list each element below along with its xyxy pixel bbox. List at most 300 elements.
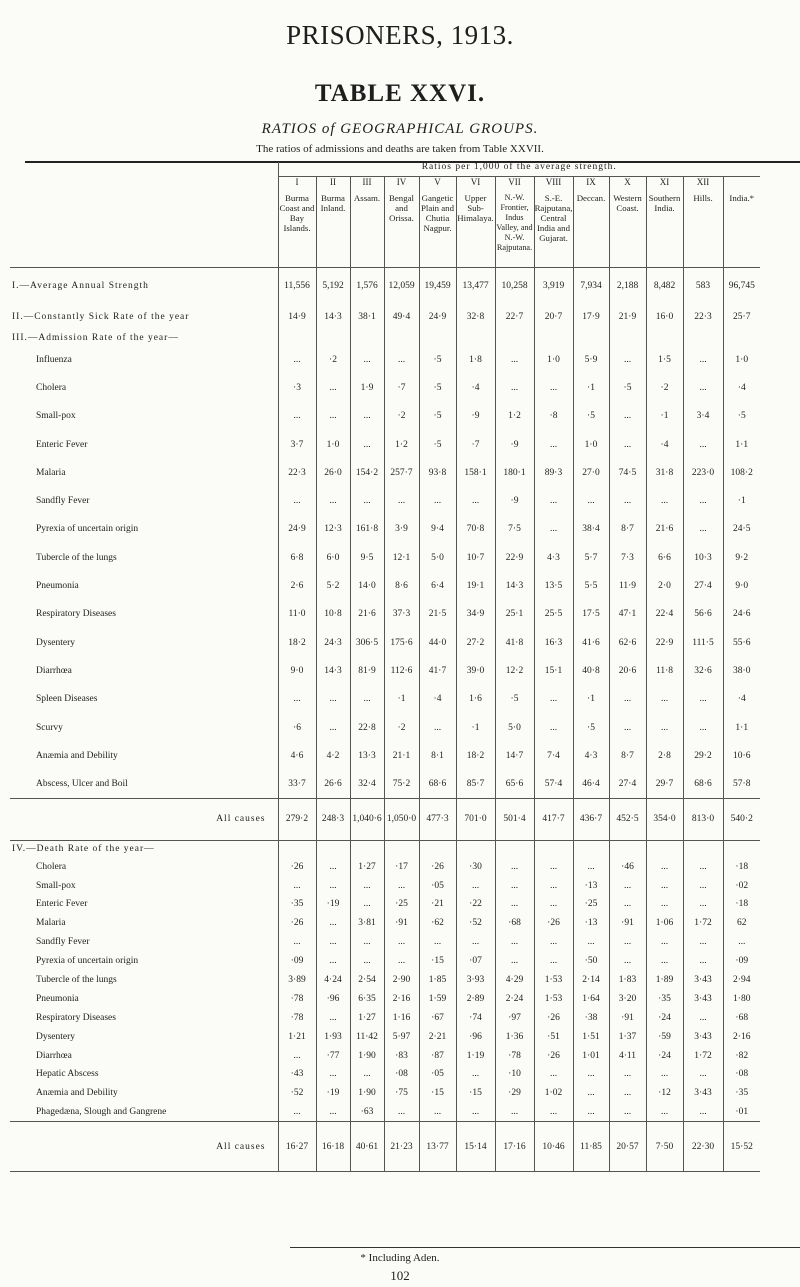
cell-value: ·96 bbox=[316, 989, 350, 1008]
row-label: All causes bbox=[216, 814, 266, 825]
cell-value: 27·4 bbox=[683, 572, 723, 600]
cell-value: ·1 bbox=[456, 713, 495, 741]
cell-value: ... bbox=[384, 952, 419, 971]
cell-value: 1·72 bbox=[683, 914, 723, 933]
cell-value: 417·7 bbox=[534, 798, 573, 840]
empty-cell bbox=[384, 330, 419, 346]
death-all-causes-row bbox=[10, 1122, 760, 1172]
cell-value: 41·7 bbox=[419, 657, 456, 685]
cell-value: 1·5 bbox=[646, 346, 683, 374]
cell-value: ... bbox=[495, 346, 534, 374]
cell-value: ·30 bbox=[456, 857, 495, 876]
row-label: All causes bbox=[216, 1141, 266, 1152]
column-number: VIII bbox=[534, 177, 573, 188]
cell-value: 436·7 bbox=[573, 798, 609, 840]
cell-value: 20·7 bbox=[534, 305, 573, 330]
cell-value: ... bbox=[278, 487, 316, 515]
cell-value: ... bbox=[316, 1008, 350, 1027]
admission-title-row bbox=[10, 330, 760, 346]
cell-value: 22·9 bbox=[495, 544, 534, 572]
admission-row bbox=[10, 572, 760, 600]
cell-value: 75·2 bbox=[384, 770, 419, 798]
cell-value: 3·93 bbox=[456, 971, 495, 990]
cell-value: 27·2 bbox=[456, 628, 495, 656]
cell-value: 10·7 bbox=[456, 544, 495, 572]
cell-value: ... bbox=[316, 857, 350, 876]
cell-value: ... bbox=[534, 952, 573, 971]
cell-value: 1,576 bbox=[350, 268, 384, 305]
cell-value: ·17 bbox=[384, 857, 419, 876]
row-label: Hepatic Abscess bbox=[36, 1069, 99, 1080]
cell-value: ... bbox=[609, 346, 646, 374]
cell-value: 24·3 bbox=[316, 628, 350, 656]
cell-value: ·4 bbox=[723, 685, 760, 713]
cell-value: ... bbox=[350, 487, 384, 515]
cell-value: 257·7 bbox=[384, 459, 419, 487]
cell-value: ... bbox=[495, 374, 534, 402]
cell-value: 1·89 bbox=[646, 971, 683, 990]
source-note: The ratios of admissions and deaths are taken from Table XXVII. bbox=[256, 143, 544, 155]
empty-cell bbox=[723, 330, 760, 346]
cell-value: ... bbox=[316, 374, 350, 402]
cell-value: ·22 bbox=[456, 895, 495, 914]
cell-value: 354·0 bbox=[646, 798, 683, 840]
cell-value: ... bbox=[384, 876, 419, 895]
cell-value: 3·43 bbox=[683, 1027, 723, 1046]
cell-value: 5·0 bbox=[495, 713, 534, 741]
cell-value: ... bbox=[384, 933, 419, 952]
cell-value: 7·3 bbox=[609, 544, 646, 572]
cell-value: 452·5 bbox=[609, 798, 646, 840]
cell-value: 2·21 bbox=[419, 1027, 456, 1046]
cell-value: 41·6 bbox=[573, 628, 609, 656]
cell-value: ·24 bbox=[646, 1008, 683, 1027]
empty-cell bbox=[316, 840, 350, 857]
cell-value: ... bbox=[683, 952, 723, 971]
death-row bbox=[10, 1084, 760, 1103]
cell-value: ... bbox=[573, 857, 609, 876]
column-header bbox=[419, 187, 456, 268]
cell-value: 4·2 bbox=[316, 742, 350, 770]
column-header bbox=[384, 187, 419, 268]
cell-value: 11·85 bbox=[573, 1122, 609, 1172]
cell-value: ·5 bbox=[495, 685, 534, 713]
cell-value: ·63 bbox=[350, 1103, 384, 1122]
cell-value: 6·4 bbox=[419, 572, 456, 600]
cell-value: 41·8 bbox=[495, 628, 534, 656]
cell-value: ·07 bbox=[456, 952, 495, 971]
cell-value: 12,059 bbox=[384, 268, 419, 305]
cell-value: ·5 bbox=[573, 402, 609, 430]
cell-value: ... bbox=[683, 876, 723, 895]
cell-value: ... bbox=[683, 374, 723, 402]
cell-value: 9·2 bbox=[723, 544, 760, 572]
cell-value: ... bbox=[723, 933, 760, 952]
cell-value: ·26 bbox=[278, 857, 316, 876]
cell-value: 55·6 bbox=[723, 628, 760, 656]
admission-row bbox=[10, 742, 760, 770]
cell-value: 1·0 bbox=[723, 346, 760, 374]
empty-cell bbox=[419, 840, 456, 857]
cell-value: 33·7 bbox=[278, 770, 316, 798]
column-header-label: Southern India. bbox=[648, 193, 681, 213]
cell-value: ·1 bbox=[646, 402, 683, 430]
cell-value: ... bbox=[495, 876, 534, 895]
death-row bbox=[10, 1008, 760, 1027]
cell-value: 583 bbox=[683, 268, 723, 305]
cell-value: ·35 bbox=[723, 1084, 760, 1103]
cell-value: 93·8 bbox=[419, 459, 456, 487]
cell-value: ·29 bbox=[495, 1084, 534, 1103]
cell-value: ... bbox=[534, 857, 573, 876]
death-row bbox=[10, 857, 760, 876]
cell-value: 3·89 bbox=[278, 971, 316, 990]
cell-value: ... bbox=[609, 402, 646, 430]
cell-value: ·75 bbox=[384, 1084, 419, 1103]
column-header bbox=[456, 187, 495, 268]
cell-value: 24·9 bbox=[419, 305, 456, 330]
cell-value: 154·2 bbox=[350, 459, 384, 487]
death-row bbox=[10, 1046, 760, 1065]
cell-value: 89·3 bbox=[534, 459, 573, 487]
stub-header bbox=[10, 177, 278, 188]
cell-value: 1·37 bbox=[609, 1027, 646, 1046]
cell-value: 11·9 bbox=[609, 572, 646, 600]
cell-value: ·5 bbox=[419, 346, 456, 374]
admission-row bbox=[10, 515, 760, 543]
cell-value: ... bbox=[683, 685, 723, 713]
empty-cell bbox=[534, 330, 573, 346]
cell-value: 1·72 bbox=[683, 1046, 723, 1065]
cell-value: ... bbox=[456, 876, 495, 895]
row-label: Cholera bbox=[36, 382, 67, 393]
cell-value: 10·6 bbox=[723, 742, 760, 770]
cell-value: ... bbox=[534, 487, 573, 515]
cell-value: 57·4 bbox=[534, 770, 573, 798]
cell-value: ... bbox=[316, 487, 350, 515]
cell-value: 29·2 bbox=[683, 742, 723, 770]
cell-value: ·26 bbox=[534, 1008, 573, 1027]
row-label: Dysentery bbox=[36, 637, 76, 648]
cell-value: ·74 bbox=[456, 1008, 495, 1027]
cell-value: ·10 bbox=[495, 1065, 534, 1084]
cell-value: ... bbox=[278, 346, 316, 374]
cell-value: ... bbox=[573, 487, 609, 515]
cell-value: ·51 bbox=[534, 1027, 573, 1046]
cell-value: ... bbox=[646, 1103, 683, 1122]
cell-value: ... bbox=[534, 685, 573, 713]
cell-value: 12·1 bbox=[384, 544, 419, 572]
cell-value: ... bbox=[609, 1065, 646, 1084]
cell-value: 1·85 bbox=[419, 971, 456, 990]
cell-value: 11·8 bbox=[646, 657, 683, 685]
cell-value: 1·90 bbox=[350, 1084, 384, 1103]
cell-value: 25·5 bbox=[534, 600, 573, 628]
cell-value: 1·1 bbox=[723, 713, 760, 741]
row-label: Small-pox bbox=[36, 411, 76, 422]
cell-value: 62 bbox=[723, 914, 760, 933]
cell-value: ... bbox=[683, 430, 723, 458]
column-header-label: S.-E. Rajputana, Central India and Gujarat. bbox=[534, 193, 573, 243]
cell-value: 1·64 bbox=[573, 989, 609, 1008]
cell-value: ·68 bbox=[495, 914, 534, 933]
row-label: Diarrhœa bbox=[36, 1050, 72, 1061]
cell-value: 6·8 bbox=[278, 544, 316, 572]
roman-numeral-row bbox=[10, 177, 760, 188]
cell-value: ·4 bbox=[456, 374, 495, 402]
admission-row bbox=[10, 402, 760, 430]
cell-value: ... bbox=[384, 487, 419, 515]
cell-value: 81·9 bbox=[350, 657, 384, 685]
cell-value: ·08 bbox=[384, 1065, 419, 1084]
cell-value: 2·16 bbox=[384, 989, 419, 1008]
row-label: Anæmia and Debility bbox=[36, 750, 118, 761]
cell-value: ... bbox=[456, 933, 495, 952]
cell-value: ·5 bbox=[573, 713, 609, 741]
cell-value: 161·8 bbox=[350, 515, 384, 543]
cell-value: 3·81 bbox=[350, 914, 384, 933]
cell-value: 21·6 bbox=[646, 515, 683, 543]
row-label: Enteric Fever bbox=[36, 439, 88, 450]
cell-value: ... bbox=[278, 402, 316, 430]
column-number: I bbox=[278, 177, 316, 188]
cell-value: 5·0 bbox=[419, 544, 456, 572]
cell-value: 24·9 bbox=[278, 515, 316, 543]
cell-value: ·77 bbox=[316, 1046, 350, 1065]
cell-value: ... bbox=[316, 713, 350, 741]
cell-value: 11,556 bbox=[278, 268, 316, 305]
cell-value: ... bbox=[534, 1103, 573, 1122]
death-row bbox=[10, 989, 760, 1008]
cell-value: 813·0 bbox=[683, 798, 723, 840]
row-label: Sandfly Fever bbox=[36, 496, 90, 507]
cell-value: 39·0 bbox=[456, 657, 495, 685]
cell-value: 5·9 bbox=[573, 346, 609, 374]
cell-value: 26·0 bbox=[316, 459, 350, 487]
column-header-label: Assam. bbox=[353, 193, 381, 203]
cell-value: ·02 bbox=[723, 876, 760, 895]
cell-value: 25·1 bbox=[495, 600, 534, 628]
cell-value: 158·1 bbox=[456, 459, 495, 487]
empty-cell bbox=[278, 840, 316, 857]
column-header bbox=[316, 187, 350, 268]
cell-value: 29·7 bbox=[646, 770, 683, 798]
cell-value: 24·5 bbox=[723, 515, 760, 543]
cell-value: 4·3 bbox=[534, 544, 573, 572]
cell-value: 1·06 bbox=[646, 914, 683, 933]
cell-value: 14·3 bbox=[316, 305, 350, 330]
cell-value: ·38 bbox=[573, 1008, 609, 1027]
cell-value: 38·0 bbox=[723, 657, 760, 685]
cell-value: ·26 bbox=[534, 914, 573, 933]
admission-all-causes-row bbox=[10, 798, 760, 840]
cell-value: 19,459 bbox=[419, 268, 456, 305]
cell-value: ... bbox=[419, 933, 456, 952]
cell-value: ·09 bbox=[278, 952, 316, 971]
cell-value: ... bbox=[534, 430, 573, 458]
cell-value: 7·50 bbox=[646, 1122, 683, 1172]
cell-value: 1·9 bbox=[350, 374, 384, 402]
cell-value: ... bbox=[350, 430, 384, 458]
cell-value: ... bbox=[534, 713, 573, 741]
cell-value: 17·5 bbox=[573, 600, 609, 628]
cell-value: 13·77 bbox=[419, 1122, 456, 1172]
cell-value: 12·3 bbox=[316, 515, 350, 543]
column-number: V bbox=[419, 177, 456, 188]
cell-value: ... bbox=[683, 1065, 723, 1084]
cell-value: ·43 bbox=[278, 1065, 316, 1084]
death-row bbox=[10, 876, 760, 895]
row-label: Pneumonia bbox=[36, 581, 79, 592]
column-number: VI bbox=[456, 177, 495, 188]
cell-value: ·6 bbox=[278, 713, 316, 741]
cell-value: 1·2 bbox=[384, 430, 419, 458]
cell-value: ... bbox=[573, 1065, 609, 1084]
cell-value: ... bbox=[609, 487, 646, 515]
cell-value: ... bbox=[683, 713, 723, 741]
empty-cell bbox=[723, 840, 760, 857]
cell-value: ·1 bbox=[573, 685, 609, 713]
cell-value: ·15 bbox=[419, 1084, 456, 1103]
cell-value: ... bbox=[646, 713, 683, 741]
cell-value: ·82 bbox=[723, 1046, 760, 1065]
cell-value: ... bbox=[278, 876, 316, 895]
cell-value: ·01 bbox=[723, 1103, 760, 1122]
cell-value: 9·0 bbox=[723, 572, 760, 600]
cell-value: 3·43 bbox=[683, 1084, 723, 1103]
cell-value: ... bbox=[534, 933, 573, 952]
column-header-label: India.* bbox=[729, 193, 755, 203]
cell-value: 5,192 bbox=[316, 268, 350, 305]
cell-value: 1·51 bbox=[573, 1027, 609, 1046]
column-header bbox=[495, 187, 534, 268]
column-number: II bbox=[316, 177, 350, 188]
cell-value: 9·0 bbox=[278, 657, 316, 685]
cell-value: ·9 bbox=[495, 430, 534, 458]
cell-value: 21·6 bbox=[350, 600, 384, 628]
row-label: Malaria bbox=[36, 918, 66, 929]
cell-value: ·1 bbox=[573, 374, 609, 402]
cell-value: 32·6 bbox=[683, 657, 723, 685]
cell-value: ·26 bbox=[419, 857, 456, 876]
admission-row bbox=[10, 544, 760, 572]
cell-value: ... bbox=[609, 952, 646, 971]
cell-value: ·4 bbox=[646, 430, 683, 458]
cell-value: 1·59 bbox=[419, 989, 456, 1008]
cell-value: ·35 bbox=[646, 989, 683, 1008]
cell-value: ·78 bbox=[278, 989, 316, 1008]
cell-value: 8·6 bbox=[384, 572, 419, 600]
cell-value: 1·27 bbox=[350, 857, 384, 876]
cell-value: 1·02 bbox=[534, 1084, 573, 1103]
column-header-label: Hills. bbox=[693, 193, 713, 203]
avg-strength-row bbox=[10, 268, 760, 305]
cell-value: 2·89 bbox=[456, 989, 495, 1008]
cell-value: ... bbox=[534, 374, 573, 402]
death-title-row bbox=[10, 840, 760, 857]
cell-value: 13·5 bbox=[534, 572, 573, 600]
empty-cell bbox=[419, 330, 456, 346]
cell-value: ·9 bbox=[456, 402, 495, 430]
death-row bbox=[10, 952, 760, 971]
empty-cell bbox=[456, 330, 495, 346]
cell-value: 47·1 bbox=[609, 600, 646, 628]
cell-value: 85·7 bbox=[456, 770, 495, 798]
cell-value: ·15 bbox=[456, 1084, 495, 1103]
cell-value: 11·0 bbox=[278, 600, 316, 628]
empty-cell bbox=[350, 840, 384, 857]
empty-cell bbox=[683, 330, 723, 346]
row-label: Spleen Diseases bbox=[36, 694, 98, 705]
cell-value: ... bbox=[278, 933, 316, 952]
cell-value: ... bbox=[683, 933, 723, 952]
cell-value: 1·8 bbox=[456, 346, 495, 374]
row-label: Small-pox bbox=[36, 880, 76, 891]
column-header-label: N.-W. Frontier, Indus Valley, and N.-W. Rajputana. bbox=[496, 193, 533, 252]
cell-value: 5·2 bbox=[316, 572, 350, 600]
cell-value: ... bbox=[350, 402, 384, 430]
cell-value: 4·24 bbox=[316, 971, 350, 990]
cell-value: ... bbox=[350, 1065, 384, 1084]
cell-value: ... bbox=[316, 933, 350, 952]
cell-value: ·5 bbox=[609, 374, 646, 402]
cell-value: ... bbox=[350, 952, 384, 971]
cell-value: ... bbox=[350, 895, 384, 914]
cell-value: 22·30 bbox=[683, 1122, 723, 1172]
cell-value: ... bbox=[683, 895, 723, 914]
cell-value: ... bbox=[534, 876, 573, 895]
cell-value: 3·7 bbox=[278, 430, 316, 458]
cell-value: 32·4 bbox=[350, 770, 384, 798]
cell-value: 65·6 bbox=[495, 770, 534, 798]
cell-value: 27·0 bbox=[573, 459, 609, 487]
cell-value: ·96 bbox=[456, 1027, 495, 1046]
bottom-rule bbox=[290, 1247, 800, 1248]
cell-value: ·87 bbox=[419, 1046, 456, 1065]
death-row bbox=[10, 914, 760, 933]
cell-value: ·7 bbox=[384, 374, 419, 402]
cell-value: 3·43 bbox=[683, 971, 723, 990]
admission-row bbox=[10, 430, 760, 458]
cell-value: ·46 bbox=[609, 857, 646, 876]
cell-value: ·97 bbox=[495, 1008, 534, 1027]
cell-value: 10·8 bbox=[316, 600, 350, 628]
death-row bbox=[10, 895, 760, 914]
cell-value: 22·3 bbox=[278, 459, 316, 487]
section-title: III.—Admission Rate of the year— bbox=[12, 332, 179, 343]
cell-value: ... bbox=[646, 895, 683, 914]
cell-value: ... bbox=[495, 895, 534, 914]
cell-value: 20·57 bbox=[609, 1122, 646, 1172]
cell-value: 14·0 bbox=[350, 572, 384, 600]
cell-value: ·12 bbox=[646, 1084, 683, 1103]
cell-value: 74·5 bbox=[609, 459, 646, 487]
cell-value: 12·2 bbox=[495, 657, 534, 685]
cell-value: ... bbox=[683, 487, 723, 515]
cell-value: 2·0 bbox=[646, 572, 683, 600]
cell-value: 13·3 bbox=[350, 742, 384, 770]
cell-value: ... bbox=[316, 914, 350, 933]
death-row bbox=[10, 1103, 760, 1122]
cell-value: 13,477 bbox=[456, 268, 495, 305]
cell-value: ... bbox=[534, 1065, 573, 1084]
cell-value: ... bbox=[316, 402, 350, 430]
cell-value: 17·9 bbox=[573, 305, 609, 330]
cell-value: ·15 bbox=[419, 952, 456, 971]
cell-value: ·4 bbox=[419, 685, 456, 713]
empty-cell bbox=[609, 330, 646, 346]
cell-value: 1·53 bbox=[534, 989, 573, 1008]
